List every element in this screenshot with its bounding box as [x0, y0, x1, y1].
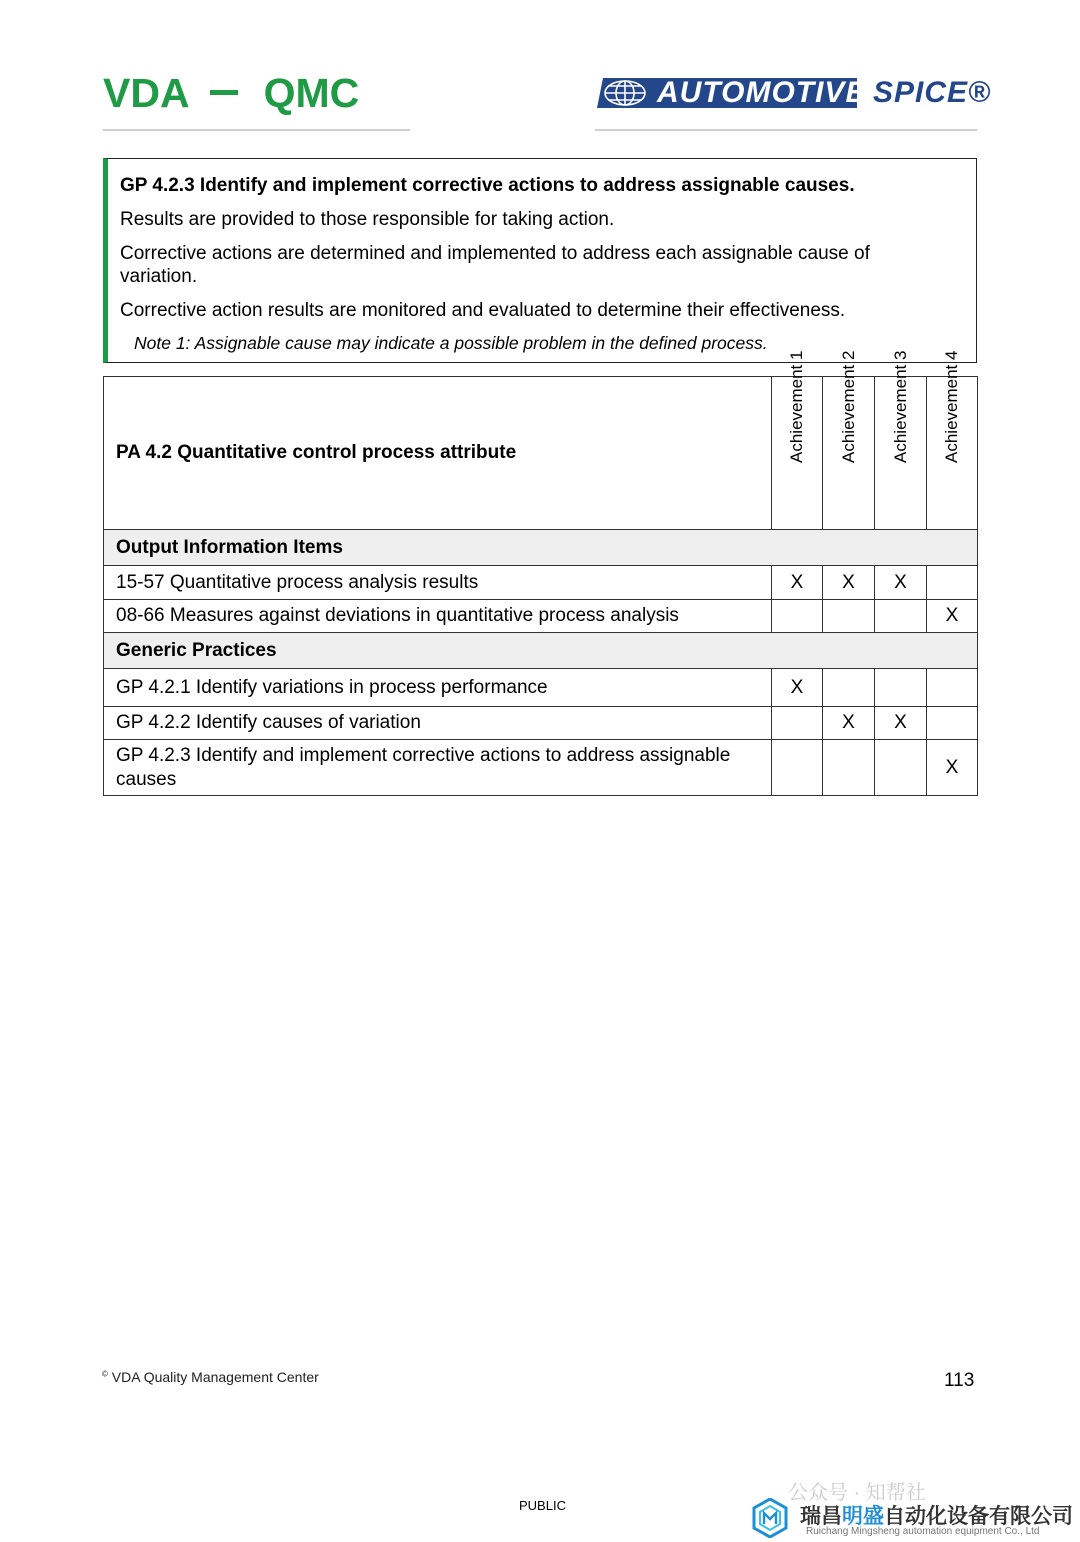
- gp-paragraph: Corrective action results are monitored and evaluated to determine their effectiveness.: [120, 300, 846, 321]
- achievement-mark: [823, 600, 875, 633]
- achievement-mark: [823, 669, 875, 707]
- automotive-spice-logo: [595, 76, 992, 110]
- achievement-mark: X: [823, 707, 875, 740]
- achievement-mark: [875, 600, 927, 633]
- achievement-mark: [927, 669, 978, 707]
- achievement-mark: X: [927, 740, 978, 796]
- row-label: 08-66 Measures against deviations in quantitative process analysis: [104, 600, 772, 633]
- automotive-text: AUTOMOTIVE: [657, 76, 867, 109]
- table-title: PA 4.2 Quantitative control process attribute: [104, 377, 772, 530]
- column-header: Achievement 2: [823, 377, 875, 530]
- column-header: Achievement 3: [875, 377, 927, 530]
- section-heading-row: [104, 633, 978, 669]
- watermark-company-en: Ruichang Mingsheng automation equipment Co., Ltd: [806, 1526, 1040, 1537]
- row-label: GP 4.2.2 Identify causes of variation: [104, 707, 772, 740]
- section-heading-row: [104, 530, 978, 566]
- page-number: 113: [944, 1370, 975, 1391]
- achievement-mark: X: [927, 600, 978, 633]
- achievement-mark: [772, 707, 823, 740]
- table-row: [104, 669, 978, 707]
- achievement-mark: [927, 707, 978, 740]
- row-label: GP 4.2.3 Identify and implement corrective actions to address assignable causes: [104, 740, 772, 796]
- vda-logo-dash: [210, 90, 238, 95]
- spice-text: SPICE®: [873, 76, 992, 109]
- classification-label: PUBLIC: [519, 1498, 566, 1513]
- gp-paragraph: Corrective actions are determined and implemented to address each assignable cause of variation.: [120, 243, 870, 287]
- footer-copyright: [102, 1369, 319, 1385]
- table-row: [104, 566, 978, 600]
- achievement-mark: X: [823, 566, 875, 600]
- achievement-mark: [772, 600, 823, 633]
- table-header-row: [104, 377, 978, 530]
- globe-icon: [595, 76, 655, 110]
- section-heading: Output Information Items: [104, 530, 978, 566]
- column-header: Achievement 4: [927, 377, 978, 530]
- table-row: [104, 600, 978, 633]
- section-heading: Generic Practices: [104, 633, 978, 669]
- header-divider-right: [595, 129, 977, 131]
- column-header: Achievement 1: [772, 377, 823, 530]
- hexagon-logo-icon: [752, 1498, 788, 1538]
- gp-title: GP 4.2.3 Identify and implement corrective actions to address assignable causes.: [120, 175, 855, 196]
- vda-qmc-logo: [103, 70, 359, 116]
- row-label: GP 4.2.1 Identify variations in process performance: [104, 669, 772, 707]
- company-watermark: [752, 1482, 1080, 1542]
- vda-logo-text: VDA: [103, 70, 190, 116]
- gp-paragraph: Results are provided to those responsible for taking action.: [120, 209, 615, 230]
- watermark-ghost-text: 公众号 · 知帮社: [788, 1482, 926, 1504]
- achievement-mark: X: [772, 566, 823, 600]
- watermark-company-cn: 瑞昌明盛自动化设备有限公司: [800, 1505, 1073, 1528]
- table-row: [104, 707, 978, 740]
- gp-note: Note 1: Assignable cause may indicate a possible problem in the defined process.: [134, 333, 768, 353]
- qmc-logo-text: QMC: [263, 70, 360, 116]
- table-row: [104, 740, 978, 796]
- header-divider-left: [103, 129, 410, 131]
- copyright-text: VDA Quality Management Center: [111, 1369, 319, 1385]
- achievement-mark: [823, 740, 875, 796]
- process-attribute-table: [103, 350, 978, 796]
- gp-description-box: [103, 158, 977, 363]
- achievement-mark: [772, 740, 823, 796]
- copyright-symbol: ©: [102, 1369, 108, 1379]
- achievement-mark: X: [772, 669, 823, 707]
- achievement-mark: [875, 669, 927, 707]
- achievement-mark: X: [875, 707, 927, 740]
- row-label: 15-57 Quantitative process analysis results: [104, 566, 772, 600]
- achievement-mark: [927, 566, 978, 600]
- achievement-mark: [875, 740, 927, 796]
- achievement-mark: X: [875, 566, 927, 600]
